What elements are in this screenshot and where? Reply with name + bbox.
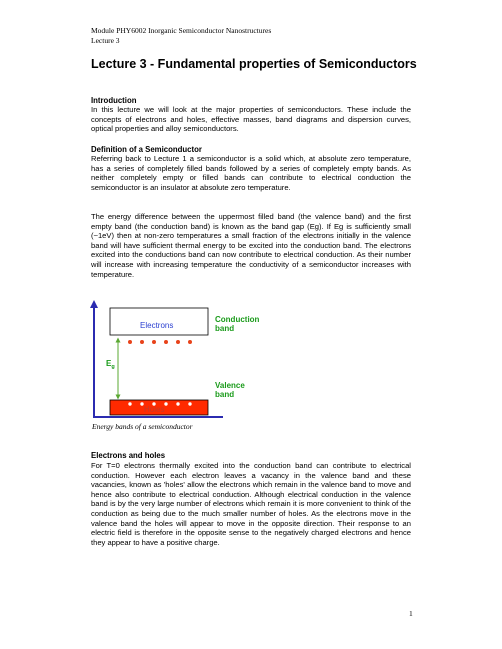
heading-introduction: Introduction	[91, 96, 137, 105]
hole-dot	[164, 402, 167, 405]
band-diagram	[88, 300, 288, 425]
heading-electrons-holes: Electrons and holes	[91, 451, 166, 460]
conduction-band-label: Conduction band	[215, 315, 260, 333]
figure-caption: Energy bands of a semiconductor	[92, 422, 193, 431]
valence-band-label: Valence band	[215, 381, 245, 399]
paragraph-electrons-holes: For T=0 electrons thermally excited into the conduction band can contribute to electrical conduction. However each electron leaves a vacancy in the valence band and these vacancies, known as 'holes' allow the electrons which remain in the valence band to move and hence also contribute to electrical conduction. Although electrical conduction in the valence band is by the very large number of electrons which remain it is more convenient to think of the conduction as being due to the much smaller number of holes. As the electrons move in the valence band the holes will appear to move in the opposite direction. Their response to an electric field is therefore in the opposite sense to the negatively charged electrons and hence they appear to have a positive charge.	[91, 461, 411, 547]
electron-dot	[140, 340, 144, 344]
electron-dot	[152, 340, 156, 344]
electron-dot	[188, 340, 192, 344]
electrons-label: Electrons	[140, 321, 174, 330]
band-gap-label: $E_g$	[106, 359, 115, 370]
page-number: 1	[409, 609, 413, 618]
paragraph-introduction: In this lecture we will look at the major properties of semiconductors. These include the concepts of electrons and holes, effective masses, band diagrams and dispersion curves, optical properties and alloy semiconductors.	[91, 105, 411, 134]
paragraph-definition-1: Referring back to Lecture 1 a semiconductor is a solid which, at absolute zero temperature, has a series of completely filled bands followed by a series of completely empty bands. As neither completely empty or filled bands can contribute to electrical conduction the semiconductor is an insulator at absolute zero temperature.	[91, 154, 411, 192]
electron-dot	[176, 340, 180, 344]
heading-definition: Definition of a Semiconductor	[91, 145, 202, 154]
holes-label: Holes	[144, 405, 165, 414]
electron-dot	[164, 340, 168, 344]
hole-dot	[176, 402, 179, 405]
hole-dot	[188, 402, 191, 405]
running-header-lecture: Lecture 3	[91, 36, 120, 45]
page-title: Lecture 3 - Fundamental properties of Semiconductors	[91, 57, 417, 71]
electron-dot	[128, 340, 132, 344]
hole-dot	[128, 402, 131, 405]
paragraph-definition-2: The energy difference between the uppermost filled band (the valence band) and the first empty band (the conduction band) is known as the band gap (Eg). If Eg is sufficiently small (~1eV) then at non-zero temperatures a small fraction of the electrons initially in the valence band will have sufficient thermal energy to be excited into the conduction band. The electrons excited into the conductions band can now contribute to electrical conduction. As their number will increase with increasing temperature the conductivity of a semiconductor increases with temperature.	[91, 212, 411, 279]
running-header-module: Module PHY6002 Inorganic Semiconductor Nanostructures	[91, 26, 272, 35]
